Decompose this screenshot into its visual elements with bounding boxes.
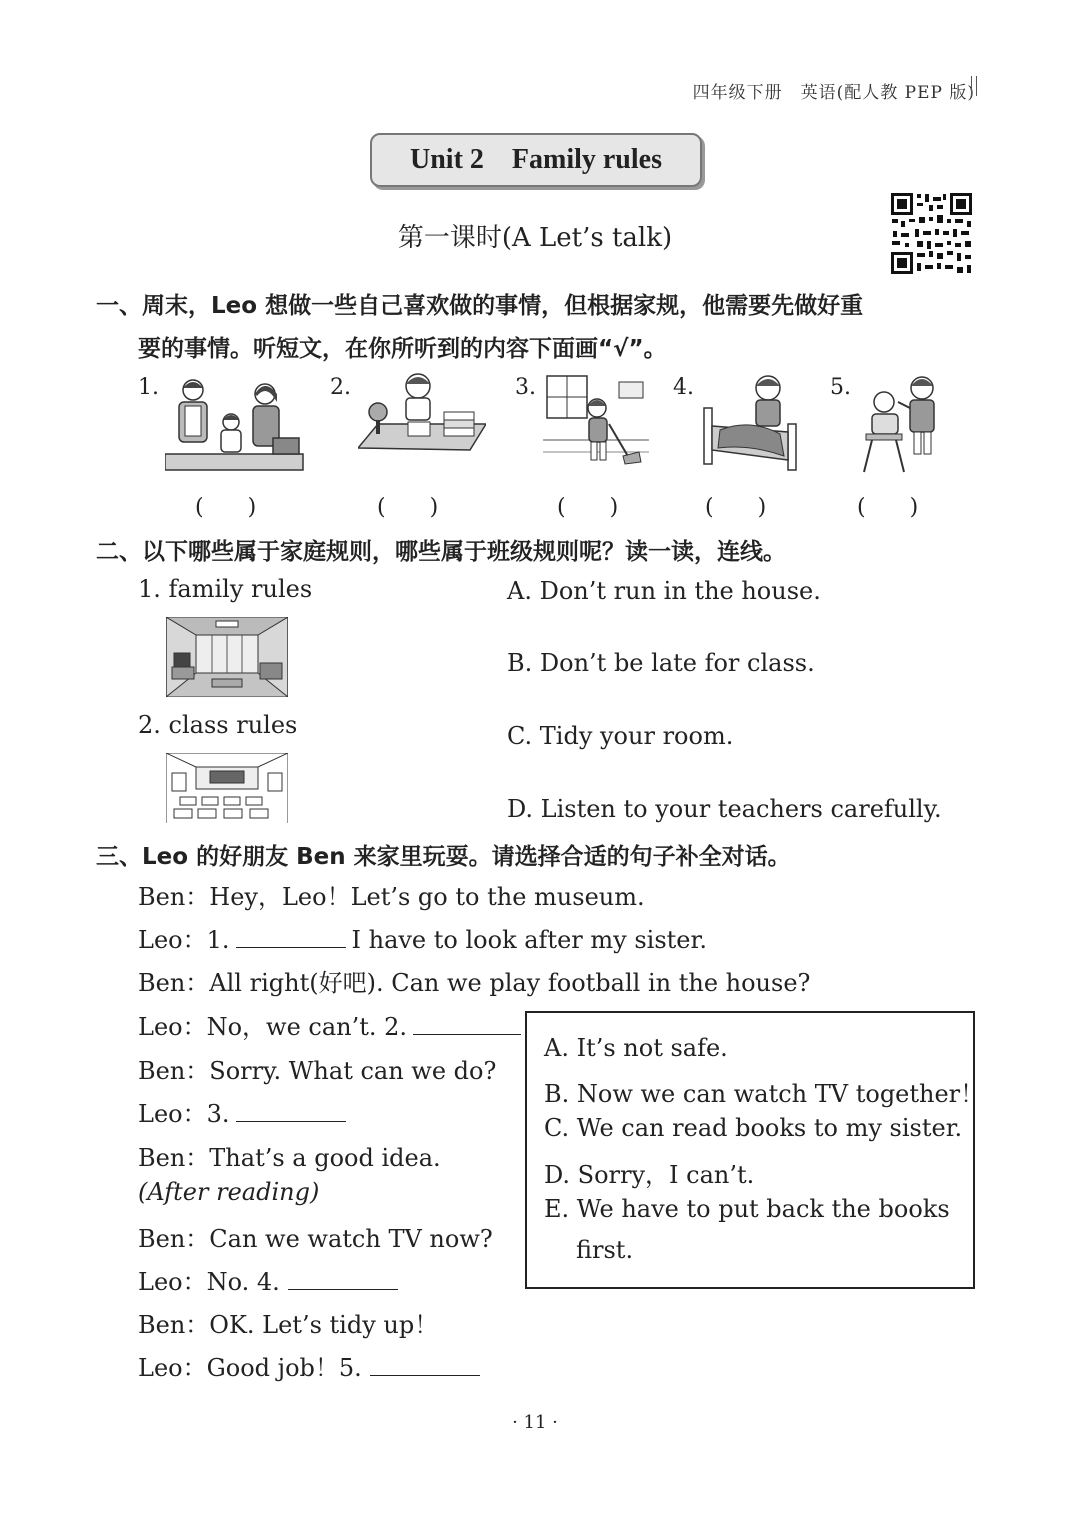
- dialogue-stage-direction: (After reading): [138, 1178, 320, 1206]
- dialogue-line: Ben：All right(好吧). Can we play football in the house?: [138, 969, 811, 997]
- picture-living-room: [166, 617, 288, 697]
- answer-blank[interactable]: [288, 1288, 398, 1290]
- option-item[interactable]: B. Now we can watch TV together！: [544, 1080, 985, 1108]
- option-item[interactable]: D. Sorry，I can’t.: [544, 1161, 755, 1189]
- option-item[interactable]: E. We have to put back the books: [544, 1195, 950, 1223]
- match-right-item[interactable]: C. Tidy your room.: [507, 722, 734, 750]
- unit-title: Unit 2 Family rules: [370, 133, 702, 187]
- answer-paren[interactable]: ( ): [705, 495, 767, 520]
- dialogue-line: [138, 1262, 398, 1297]
- picture-feeding-sister: [860, 372, 944, 476]
- match-left-item[interactable]: 1. family rules: [138, 575, 313, 603]
- page-number: · 11 ·: [512, 1412, 558, 1433]
- option-item[interactable]: C. We can read books to my sister.: [544, 1114, 963, 1142]
- dialogue-line: [138, 1094, 346, 1129]
- picture-classroom: [166, 753, 288, 823]
- section3-title: 三、Leo 的好朋友 Ben 来家里玩耍。请选择合适的句子补全对话。: [96, 844, 791, 870]
- dialogue-line: Ben：Sorry. What can we do?: [138, 1057, 497, 1085]
- dialogue-text: Leo：No，we can’t. 2.: [138, 1013, 408, 1041]
- answer-paren[interactable]: ( ): [857, 495, 919, 520]
- dialogue-text: Leo：3.: [138, 1100, 230, 1128]
- running-header: 四年级下册 英语(配人教 PEP 版): [692, 83, 975, 103]
- dialogue-line: [138, 1348, 480, 1383]
- picture-sweeping-floor: [543, 374, 649, 468]
- dialogue-line: Ben：OK. Let’s tidy up！: [138, 1311, 439, 1339]
- dialogue-line: Ben：Can we watch TV now?: [138, 1225, 493, 1253]
- dialogue-text: Leo：1.: [138, 926, 230, 954]
- answer-blank[interactable]: [236, 1120, 346, 1122]
- dialogue-text: I have to look after my sister.: [351, 926, 707, 954]
- answer-blank[interactable]: [236, 946, 346, 948]
- answer-paren[interactable]: ( ): [377, 495, 439, 520]
- section1-title-line1: 一、周末，Leo 想做一些自己喜欢做的事情，但根据家规，他需要先做好重: [96, 293, 864, 319]
- header-bar: [971, 76, 977, 96]
- answer-blank[interactable]: [370, 1374, 480, 1376]
- lesson-title: 第一课时(A Let’s talk): [397, 223, 673, 253]
- item-number: 4.: [673, 375, 694, 400]
- dialogue-line: [138, 1007, 521, 1042]
- section1-title-line2: 要的事情。听短文，在你所听到的内容下面画“√”。: [138, 336, 667, 362]
- item-number: 1.: [138, 375, 159, 400]
- match-right-item[interactable]: B. Don’t be late for class.: [507, 649, 815, 677]
- answer-paren[interactable]: ( ): [195, 495, 257, 520]
- option-item[interactable]: A. It’s not safe.: [544, 1034, 728, 1062]
- item-number: 5.: [830, 375, 851, 400]
- match-right-item[interactable]: D. Listen to your teachers carefully.: [507, 795, 942, 823]
- picture-desk-homework: [358, 372, 486, 452]
- qr-code-icon[interactable]: [889, 191, 974, 276]
- picture-making-bed: [700, 372, 800, 474]
- dialogue-line: Ben：Hey，Leo！Let’s go to the museum.: [138, 883, 645, 911]
- dialogue-text: Leo：No. 4.: [138, 1268, 280, 1296]
- picture-family-cooking: [165, 372, 305, 474]
- section2-title: 二、以下哪些属于家庭规则，哪些属于班级规则呢？读一读，连线。: [96, 539, 786, 565]
- option-item-continuation: first.: [576, 1236, 634, 1264]
- item-number: 3.: [515, 375, 536, 400]
- match-left-item[interactable]: 2. class rules: [138, 711, 298, 739]
- dialogue-line: Ben：That’s a good idea.: [138, 1144, 441, 1172]
- answer-paren[interactable]: ( ): [557, 495, 619, 520]
- dialogue-text: Leo：Good job！5.: [138, 1354, 362, 1382]
- item-number: 2.: [330, 375, 351, 400]
- answer-blank[interactable]: [413, 1033, 521, 1035]
- dialogue-line: [138, 920, 707, 955]
- match-right-item[interactable]: A. Don’t run in the house.: [507, 577, 821, 605]
